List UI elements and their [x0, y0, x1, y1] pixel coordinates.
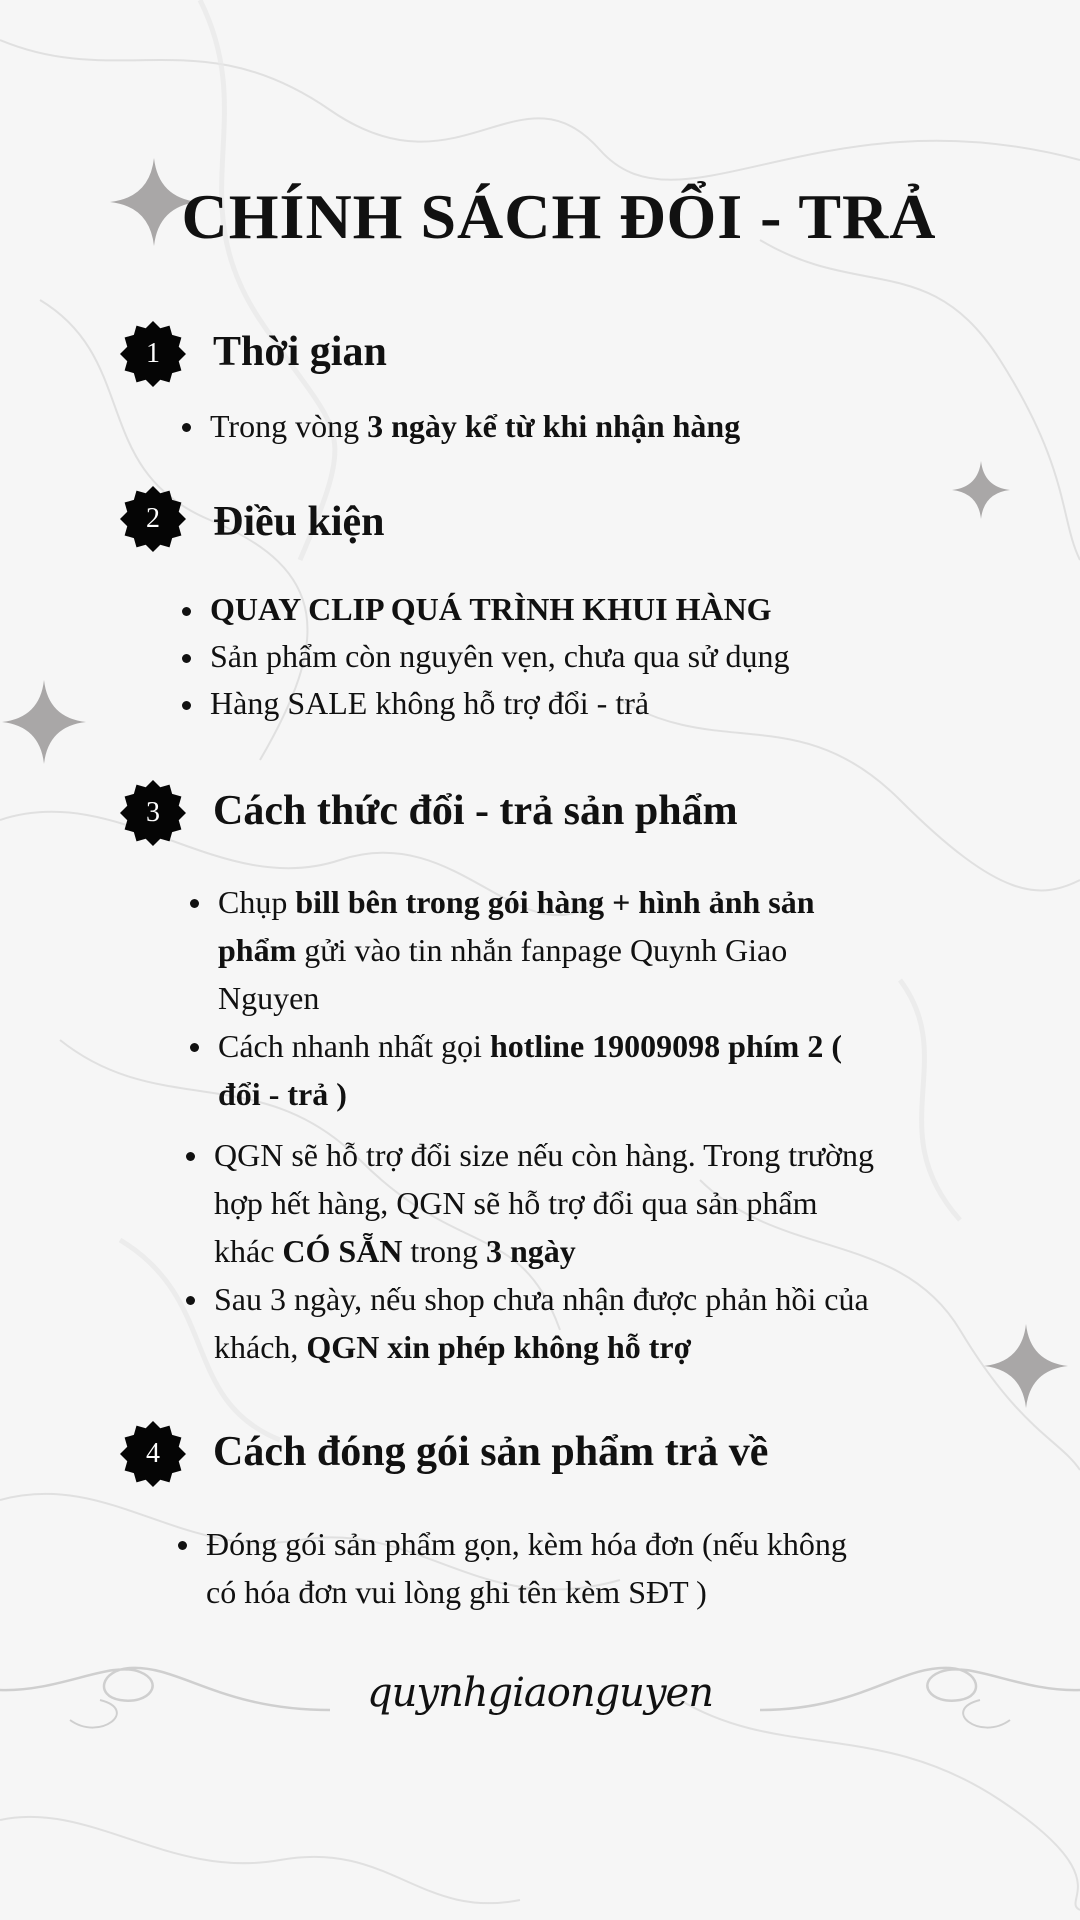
section-heading-time: Thời gian [213, 329, 387, 375]
section-number: 2 [146, 503, 160, 534]
bold-text: hotline 19009098 phím 2 ( đổi - trả ) [218, 1028, 842, 1112]
bold-text: 3 ngày [485, 1233, 576, 1269]
section-heading-conditions: Điều kiện [213, 499, 385, 545]
section-list-method [188, 878, 868, 1118]
section-list-packaging [176, 1520, 876, 1616]
list-item [184, 1131, 884, 1275]
section-number: 4 [146, 1438, 160, 1469]
text: Đóng gói sản phẩm gọn, kèm hóa đơn (nếu không có hóa đơn vui lòng ghi tên kèm SĐT ) [206, 1526, 847, 1610]
text: Chụp [218, 884, 296, 920]
text: QGN sẽ hỗ trợ đổi size nếu còn hàng. Trong trường hợp hết hàng, QGN sẽ hỗ trợ đổi qua sản phẩm khác [214, 1137, 875, 1269]
section-number-badge [120, 321, 186, 387]
list-item [180, 586, 900, 633]
text: Cách nhanh nhất gọi [218, 1028, 490, 1064]
sparkle-icon [952, 461, 1010, 519]
section-list-conditions [180, 586, 900, 727]
bold-text: QUAY CLIP QUÁ TRÌNH KHUI HÀNG [210, 591, 772, 627]
section-number: 1 [146, 338, 160, 369]
bold-text: bill bên trong gói hàng + hình ảnh sản phẩm [218, 884, 815, 968]
text: trong [402, 1233, 486, 1269]
bold-text: CÓ SẴN [282, 1233, 403, 1269]
brand-signature: quynhgiaonguyen [367, 1670, 713, 1716]
section-heading-method: Cách thức đổi - trả sản phẩm [213, 788, 738, 834]
list-item [180, 680, 900, 727]
section-number-badge [120, 486, 186, 552]
page-title: CHÍNH SÁCH ĐỔI - TRẢ [181, 181, 937, 252]
list-item [188, 1022, 868, 1118]
text: Trong vòng [210, 408, 368, 444]
section-heading-packaging: Cách đóng gói sản phẩm trả về [213, 1429, 769, 1475]
section-number: 3 [146, 797, 160, 828]
bold-text: QGN xin phép không hỗ trợ [306, 1329, 692, 1365]
section-number-badge [120, 780, 186, 846]
sparkle-icon [2, 680, 86, 764]
text: gửi vào tin nhắn fanpage Quynh Giao Nguyen [218, 932, 788, 1016]
section-list-method-notes [184, 1131, 884, 1371]
sparkle-icon [984, 1324, 1068, 1408]
list-item [180, 402, 900, 450]
list-item [180, 633, 900, 680]
list-item [176, 1520, 876, 1616]
section-list-time [180, 402, 900, 450]
text: Sản phẩm còn nguyên vẹn, chưa qua sử dụng [210, 638, 790, 674]
bold-text: 3 ngày kể từ khi nhận hàng [367, 408, 741, 444]
list-item [188, 878, 868, 1022]
text: Hàng SALE không hỗ trợ đổi - trả [210, 685, 650, 721]
text: Sau 3 ngày, nếu shop chưa nhận được phản hồi của khách, [214, 1281, 869, 1365]
section-number-badge [120, 1421, 186, 1487]
list-item [184, 1275, 884, 1371]
